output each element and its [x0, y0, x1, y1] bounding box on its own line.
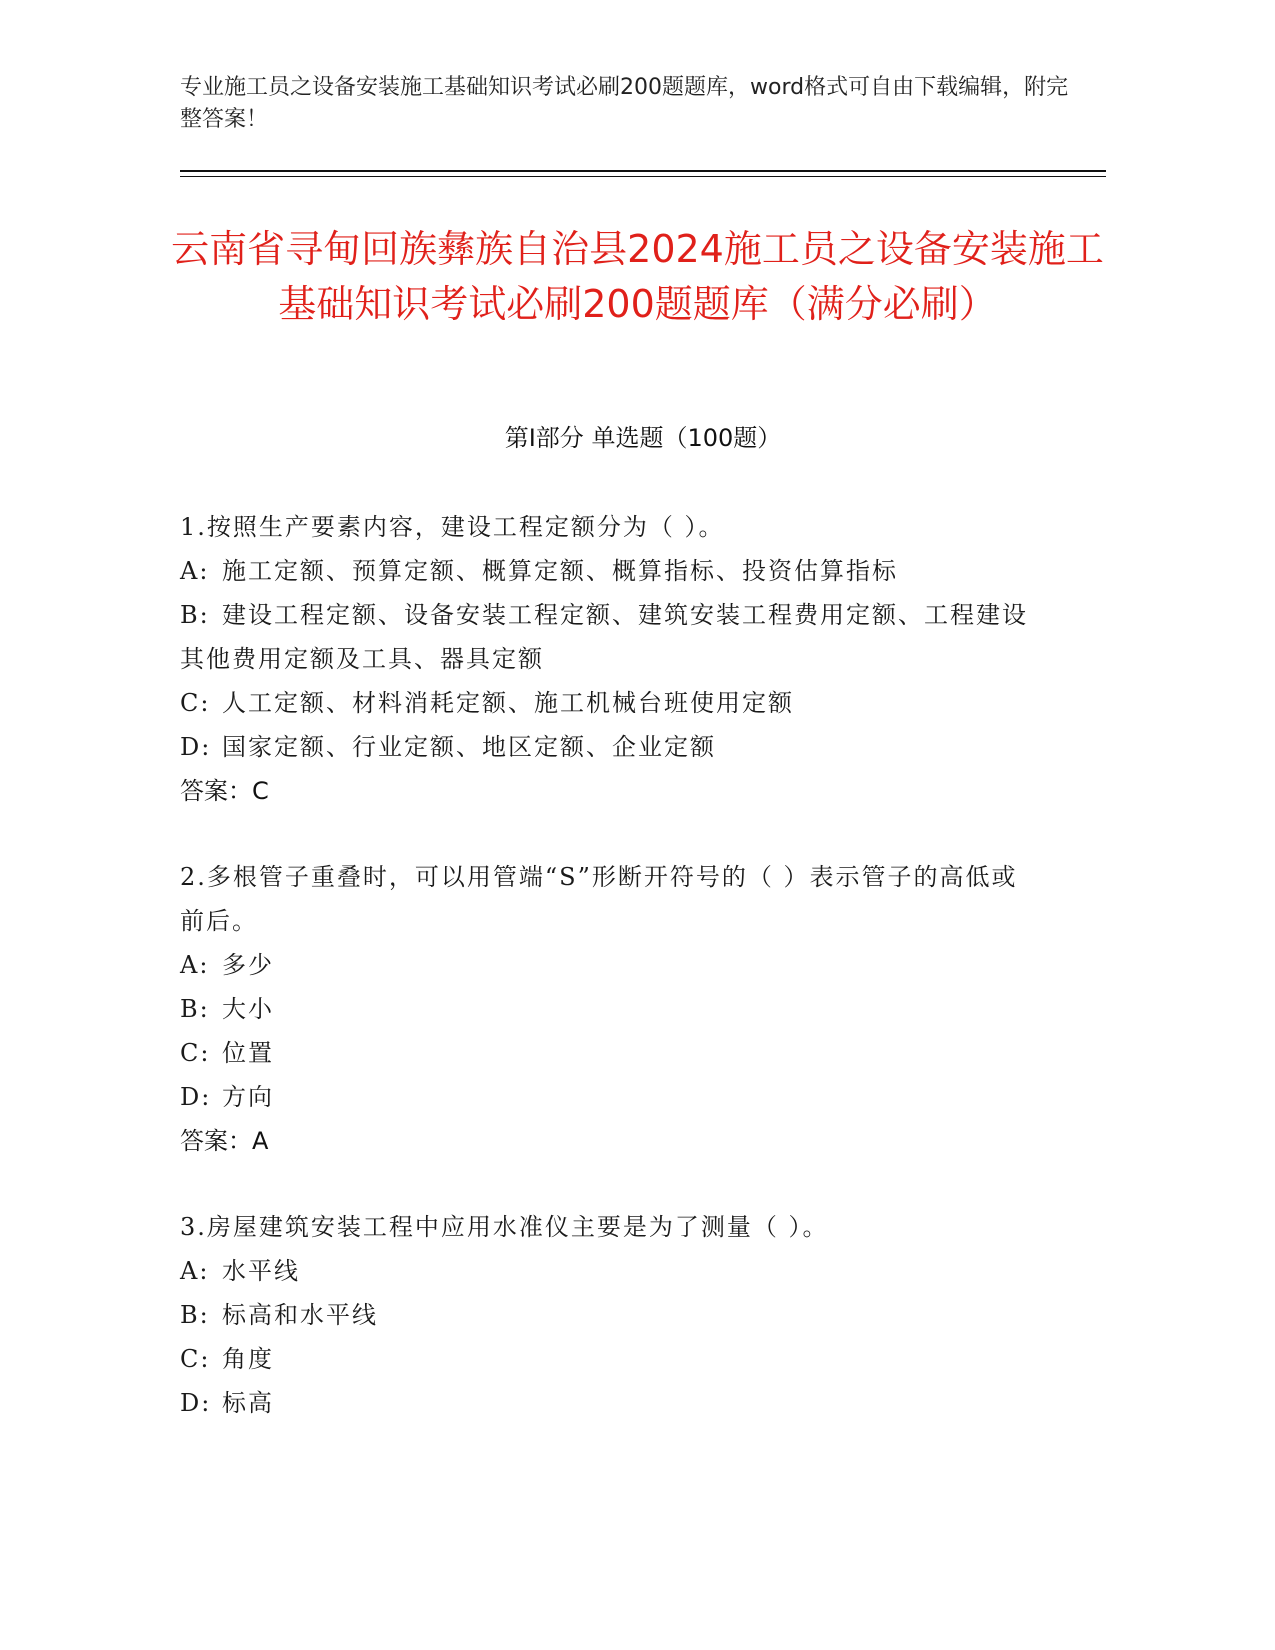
option-text: 位置 [222, 1039, 274, 1067]
option-a [180, 549, 1030, 593]
answer-line: 答案：C [180, 777, 269, 805]
question-stem: 3.房屋建筑安装工程中应用水准仪主要是为了测量（ ）。 [180, 1213, 829, 1241]
option-letter: B: [180, 995, 210, 1023]
option-d [180, 725, 1030, 769]
option-text: 人工定额、材料消耗定额、施工机械台班使用定额 [222, 689, 794, 717]
option-d [180, 1075, 1030, 1119]
option-letter: B: [180, 1301, 210, 1329]
question-2 [180, 855, 1030, 1163]
option-letter: C: [180, 1039, 211, 1067]
option-letter: D: [180, 1083, 212, 1111]
option-letter: C: [180, 689, 211, 717]
question-list [180, 505, 1030, 1467]
option-a [180, 943, 1030, 987]
answer-line: 答案：A [180, 1127, 269, 1155]
option-letter: B: [180, 601, 210, 629]
option-text: 标高 [222, 1389, 274, 1417]
option-c [180, 1337, 1030, 1381]
option-text: 标高和水平线 [222, 1301, 378, 1329]
option-letter: C: [180, 1345, 211, 1373]
question-stem: 1.按照生产要素内容，建设工程定额分为（ ）。 [180, 513, 725, 541]
option-text: 角度 [222, 1345, 274, 1373]
option-letter: A: [180, 557, 210, 585]
option-letter: D: [180, 733, 212, 761]
option-c [180, 1031, 1030, 1075]
question-stem: 2.多根管子重叠时，可以用管端“S”形断开符号的（ ）表示管子的高低或前后。 [180, 863, 1018, 935]
option-c [180, 681, 1030, 725]
option-letter: A: [180, 1257, 210, 1285]
question-3 [180, 1205, 1030, 1425]
header-rule-thin [180, 176, 1106, 177]
option-b [180, 593, 1030, 681]
header-note: 专业施工员之设备安装施工基础知识考试必刷200题题库，word格式可自由下载编辑，附完整答案！ [180, 75, 1069, 132]
option-b [180, 1293, 1030, 1337]
option-a [180, 1249, 1030, 1293]
option-text: 国家定额、行业定额、地区定额、企业定额 [222, 733, 716, 761]
document-title: 云南省寻甸回族彝族自治县2024施工员之设备安装施工基础知识考试必刷200题题库（满分必刷） [171, 227, 1104, 326]
option-letter: D: [180, 1389, 212, 1417]
option-text: 水平线 [222, 1257, 300, 1285]
option-text: 施工定额、预算定额、概算定额、概算指标、投资估算指标 [222, 557, 898, 585]
question-1 [180, 505, 1030, 813]
option-b [180, 987, 1030, 1031]
option-text: 建设工程定额、设备安装工程定额、建筑安装工程费用定额、工程建设其他费用定额及工具、器具定额 [180, 601, 1028, 673]
section-heading: 第Ⅰ部分 单选题（100题） [504, 424, 782, 452]
option-text: 多少 [222, 951, 274, 979]
option-letter: A: [180, 951, 210, 979]
header-rule-thick [180, 170, 1106, 172]
option-text: 大小 [222, 995, 274, 1023]
option-text: 方向 [222, 1083, 274, 1111]
option-d [180, 1381, 1030, 1425]
